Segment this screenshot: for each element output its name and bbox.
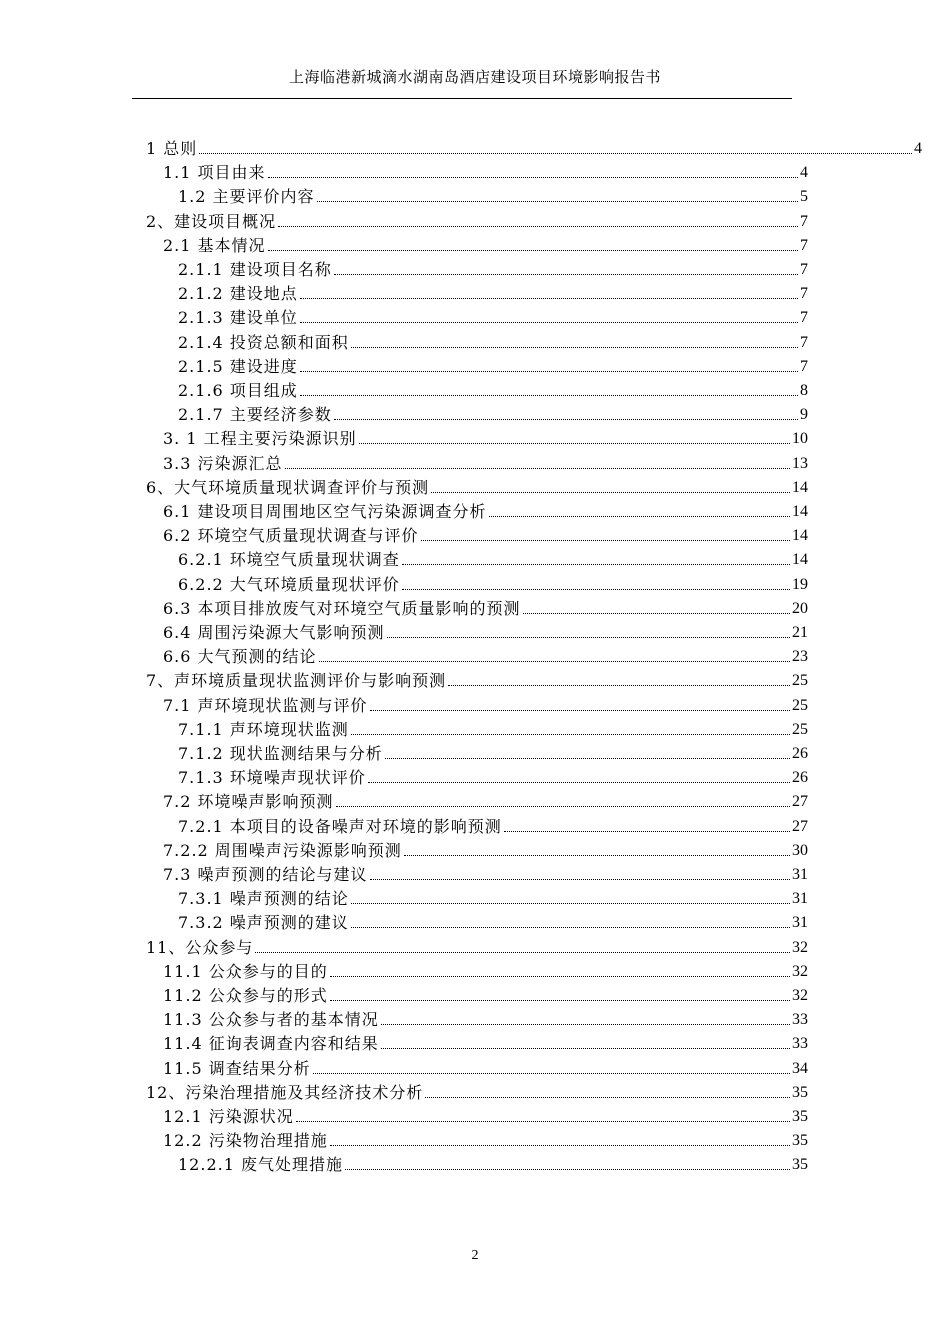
toc-entry-title: 7.1.3 环境噪声现状评价 [178,768,366,788]
toc-entry-page: 23 [792,648,808,666]
toc-leader-dots [351,902,790,904]
toc-leader-dots [330,1144,790,1146]
toc-leader-dots [330,999,790,1001]
toc-entry[interactable] [163,598,808,620]
toc-entry-title: 7.2.1 本项目的设备噪声对环境的影响预测 [178,816,502,836]
toc-entry-title: 6.4 周围污染源大气影响预测 [163,623,385,642]
toc-entry-page: 14 [792,527,808,545]
toc-entry-title: 3. 1 工程主要污染源识别 [163,429,357,449]
toc-leader-dots [268,249,798,251]
toc-entry-page: 35 [792,1132,808,1150]
toc-leader-dots [199,152,912,154]
toc-entry-title: 7.1 声环境现状监测与评价 [163,695,368,715]
toc-entry[interactable] [178,549,808,571]
toc-entry[interactable] [178,1154,808,1176]
toc-entry[interactable] [178,186,808,208]
toc-entry-title: 7.1.1 声环境现状监测 [178,719,349,739]
toc-leader-dots [421,539,790,541]
toc-entry-page: 27 [792,817,808,835]
toc-entry[interactable] [163,695,808,717]
toc-entry[interactable] [163,525,808,547]
toc-entry-page: 7 [800,333,808,351]
toc-entry-page: 35 [792,1108,808,1125]
toc-entry-title: 7.3 噪声预测的结论与建议 [163,865,368,884]
toc-entry[interactable] [178,767,808,789]
toc-entry-page: 7 [800,236,808,254]
toc-leader-dots [504,830,790,832]
toc-leader-dots [296,1120,790,1122]
toc-entry[interactable] [163,428,808,450]
toc-leader-dots [278,225,798,227]
toc-entry-title: 11.3 公众参与者的基本情况 [163,1010,379,1030]
toc-entry[interactable] [163,985,808,1007]
toc-entry[interactable] [178,332,808,354]
toc-leader-dots [317,200,798,202]
toc-entry-title: 12.2 污染物治理措施 [163,1131,328,1151]
toc-leader-dots [319,660,790,662]
toc-leader-dots [330,975,790,977]
toc-entry-title: 6.3 本项目排放废气对环境空气质量影响的预测 [163,598,521,618]
toc-entry-title: 2.1 基本情况 [163,235,266,255]
toc-entry-title: 2.1.5 建设进度 [178,356,298,376]
toc-leader-dots [300,394,798,396]
toc-entry[interactable] [163,501,808,523]
toc-entry-title: 6.6 大气预测的结论 [163,647,317,667]
toc-entry[interactable] [146,937,808,959]
toc-entry[interactable] [163,1130,808,1152]
toc-entry-title: 7.3.1 噪声预测的结论 [178,889,349,909]
toc-entry-page: 31 [792,914,808,932]
toc-entry-page: 7 [800,285,808,303]
toc-entry[interactable] [163,622,808,644]
toc-entry-page: 9 [800,406,808,424]
toc-entry[interactable] [178,404,808,426]
toc-leader-dots [351,733,790,735]
toc-entry[interactable] [163,453,808,475]
toc-entry[interactable] [178,574,808,596]
toc-entry[interactable] [146,211,808,233]
toc-leader-dots [336,805,790,807]
toc-entry[interactable] [178,356,808,378]
toc-entry[interactable] [146,670,808,692]
toc-entry[interactable] [163,961,808,983]
running-header: 上海临港新城滴水湖南岛酒店建设项目环境影响报告书 [288,68,661,86]
toc-leader-dots [334,273,798,275]
toc-leader-dots [385,757,790,759]
toc-entry[interactable] [163,1106,808,1128]
toc-entry-title: 11.1 公众参与的目的 [163,961,328,981]
toc-entry[interactable] [178,888,808,910]
toc-entry[interactable] [178,283,808,305]
toc-entry-title: 3.3 污染源汇总 [163,453,283,473]
toc-entry[interactable] [146,477,808,499]
toc-entry-page: 34 [792,1059,808,1077]
toc-entry[interactable] [178,380,808,402]
toc-entry-page: 25 [792,672,808,690]
toc-entry-title: 6.2 环境空气质量现状调查与评价 [163,526,419,546]
toc-entry[interactable] [163,162,808,184]
toc-leader-dots [313,1072,790,1074]
toc-leader-dots [351,926,790,928]
toc-entry-page: 31 [792,866,808,883]
toc-leader-dots [402,563,790,565]
toc-leader-dots [268,176,798,178]
toc-entry-page: 25 [792,720,808,738]
toc-entry-page: 14 [792,478,808,496]
toc-leader-dots [523,612,790,614]
toc-leader-dots [300,321,798,323]
toc-leader-dots [370,878,790,880]
toc-entry-title: 2.1.3 建设单位 [178,308,298,328]
toc-entry[interactable] [178,259,808,281]
toc-entry-page: 8 [800,382,808,399]
toc-entry-page: 26 [792,769,808,787]
toc-entry-title: 7.2.2 周围噪声污染源影响预测 [163,840,402,860]
toc-entry-page: 21 [792,624,808,641]
toc-leader-dots [404,854,790,856]
toc-entry-page: 35 [792,1156,808,1174]
toc-leader-dots [368,781,790,783]
toc-entry-title: 2.1.7 主要经济参数 [178,405,332,425]
toc-entry[interactable] [178,307,808,329]
toc-entry-page: 4 [800,164,808,182]
toc-entry-page: 7 [800,309,808,327]
toc-leader-dots [334,418,798,420]
toc-leader-dots [431,491,790,493]
toc-entry-title: 12、污染治理措施及其经济技术分析 [146,1082,424,1102]
toc-entry[interactable] [163,646,808,668]
toc-entry-title: 6.2.1 环境空气质量现状调查 [178,550,400,570]
toc-leader-dots [351,346,798,348]
toc-entry[interactable] [163,791,808,813]
toc-entry-page: 4 [914,140,922,157]
toc-entry-title: 6.2.2 大气环境质量现状评价 [178,574,400,594]
toc-entry-page: 31 [792,890,808,908]
toc-entry[interactable] [163,840,808,862]
toc-entry[interactable] [178,719,808,741]
toc-entry-title: 2、建设项目概况 [146,211,277,231]
toc-entry-page: 27 [792,793,808,811]
toc-entry-page: 32 [792,962,808,980]
toc-leader-dots [489,515,790,517]
toc-entry-title: 11.2 公众参与的形式 [163,986,328,1005]
toc-entry-page: 35 [792,1083,808,1101]
toc-entry-title: 2.1.6 项目组成 [178,381,298,400]
toc-leader-dots [370,709,790,711]
toc-leader-dots [255,951,790,953]
toc-entry[interactable] [146,138,922,160]
toc-entry-page: 32 [792,987,808,1004]
toc-entry-page: 10 [792,430,808,448]
toc-entry[interactable] [178,912,808,934]
toc-entry-title: 7.2 环境噪声影响预测 [163,792,334,812]
toc-entry-page: 5 [800,188,808,206]
toc-entry-page: 7 [800,212,808,230]
toc-leader-dots [387,636,790,638]
toc-leader-dots [300,370,798,372]
toc-entry-page: 33 [792,1035,808,1053]
toc-entry-title: 6、大气环境质量现状调查评价与预测 [146,477,430,497]
toc-entry[interactable] [163,235,808,257]
toc-entry-title: 11、公众参与 [146,937,254,957]
toc-entry[interactable] [163,1033,808,1055]
toc-leader-dots [300,297,798,299]
toc-entry-title: 7.3.2 噪声预测的建议 [178,913,349,933]
toc-leader-dots [381,1023,790,1025]
toc-leader-dots [425,1096,790,1098]
toc-entry-title: 7、声环境质量现状监测评价与影响预测 [146,671,447,691]
toc-entry-page: 7 [800,357,808,375]
toc-entry-page: 20 [792,599,808,617]
toc-entry[interactable] [178,743,808,765]
toc-entry-page: 14 [792,551,808,569]
toc-entry-title: 7.1.2 现状监测结果与分析 [178,744,383,763]
toc-entry-title: 1 总则 [146,139,198,158]
toc-entry-page: 7 [800,261,808,278]
toc-entry-page: 26 [792,745,808,762]
toc-entry-title: 1.2 主要评价内容 [178,187,315,207]
toc-entry-title: 1.1 项目由来 [163,163,266,183]
toc-entry-title: 6.1 建设项目周围地区空气污染源调查分析 [163,502,487,521]
toc-leader-dots [381,1047,790,1049]
toc-entry-title: 2.1.1 建设项目名称 [178,260,332,279]
toc-entry[interactable] [163,1009,808,1031]
toc-entry-page: 33 [792,1011,808,1029]
toc-entry[interactable] [146,1082,808,1104]
toc-entry-page: 30 [792,841,808,859]
toc-entry-page: 25 [792,696,808,714]
toc-entry-title: 12.1 污染源状况 [163,1107,294,1126]
toc-entry[interactable] [163,1058,808,1080]
toc-entry-title: 11.4 征询表调查内容和结果 [163,1034,379,1054]
toc-leader-dots [448,684,790,686]
toc-entry-title: 2.1.2 建设地点 [178,284,298,304]
toc-entry-page: 14 [792,503,808,520]
page-number: 2 [471,1248,479,1263]
toc-leader-dots [345,1168,790,1170]
toc-entry[interactable] [178,816,808,838]
toc-leader-dots [402,588,790,590]
toc-entry-title: 12.2.1 废气处理措施 [178,1155,343,1175]
toc-entry-title: 2.1.4 投资总额和面积 [178,332,349,352]
toc-entry-page: 32 [792,938,808,956]
toc-leader-dots [285,467,790,469]
toc-entry[interactable] [163,864,808,886]
toc-entry-page: 19 [792,575,808,593]
toc-leader-dots [359,442,790,444]
toc-entry-title: 11.5 调查结果分析 [163,1058,311,1078]
toc-entry-page: 13 [792,454,808,472]
